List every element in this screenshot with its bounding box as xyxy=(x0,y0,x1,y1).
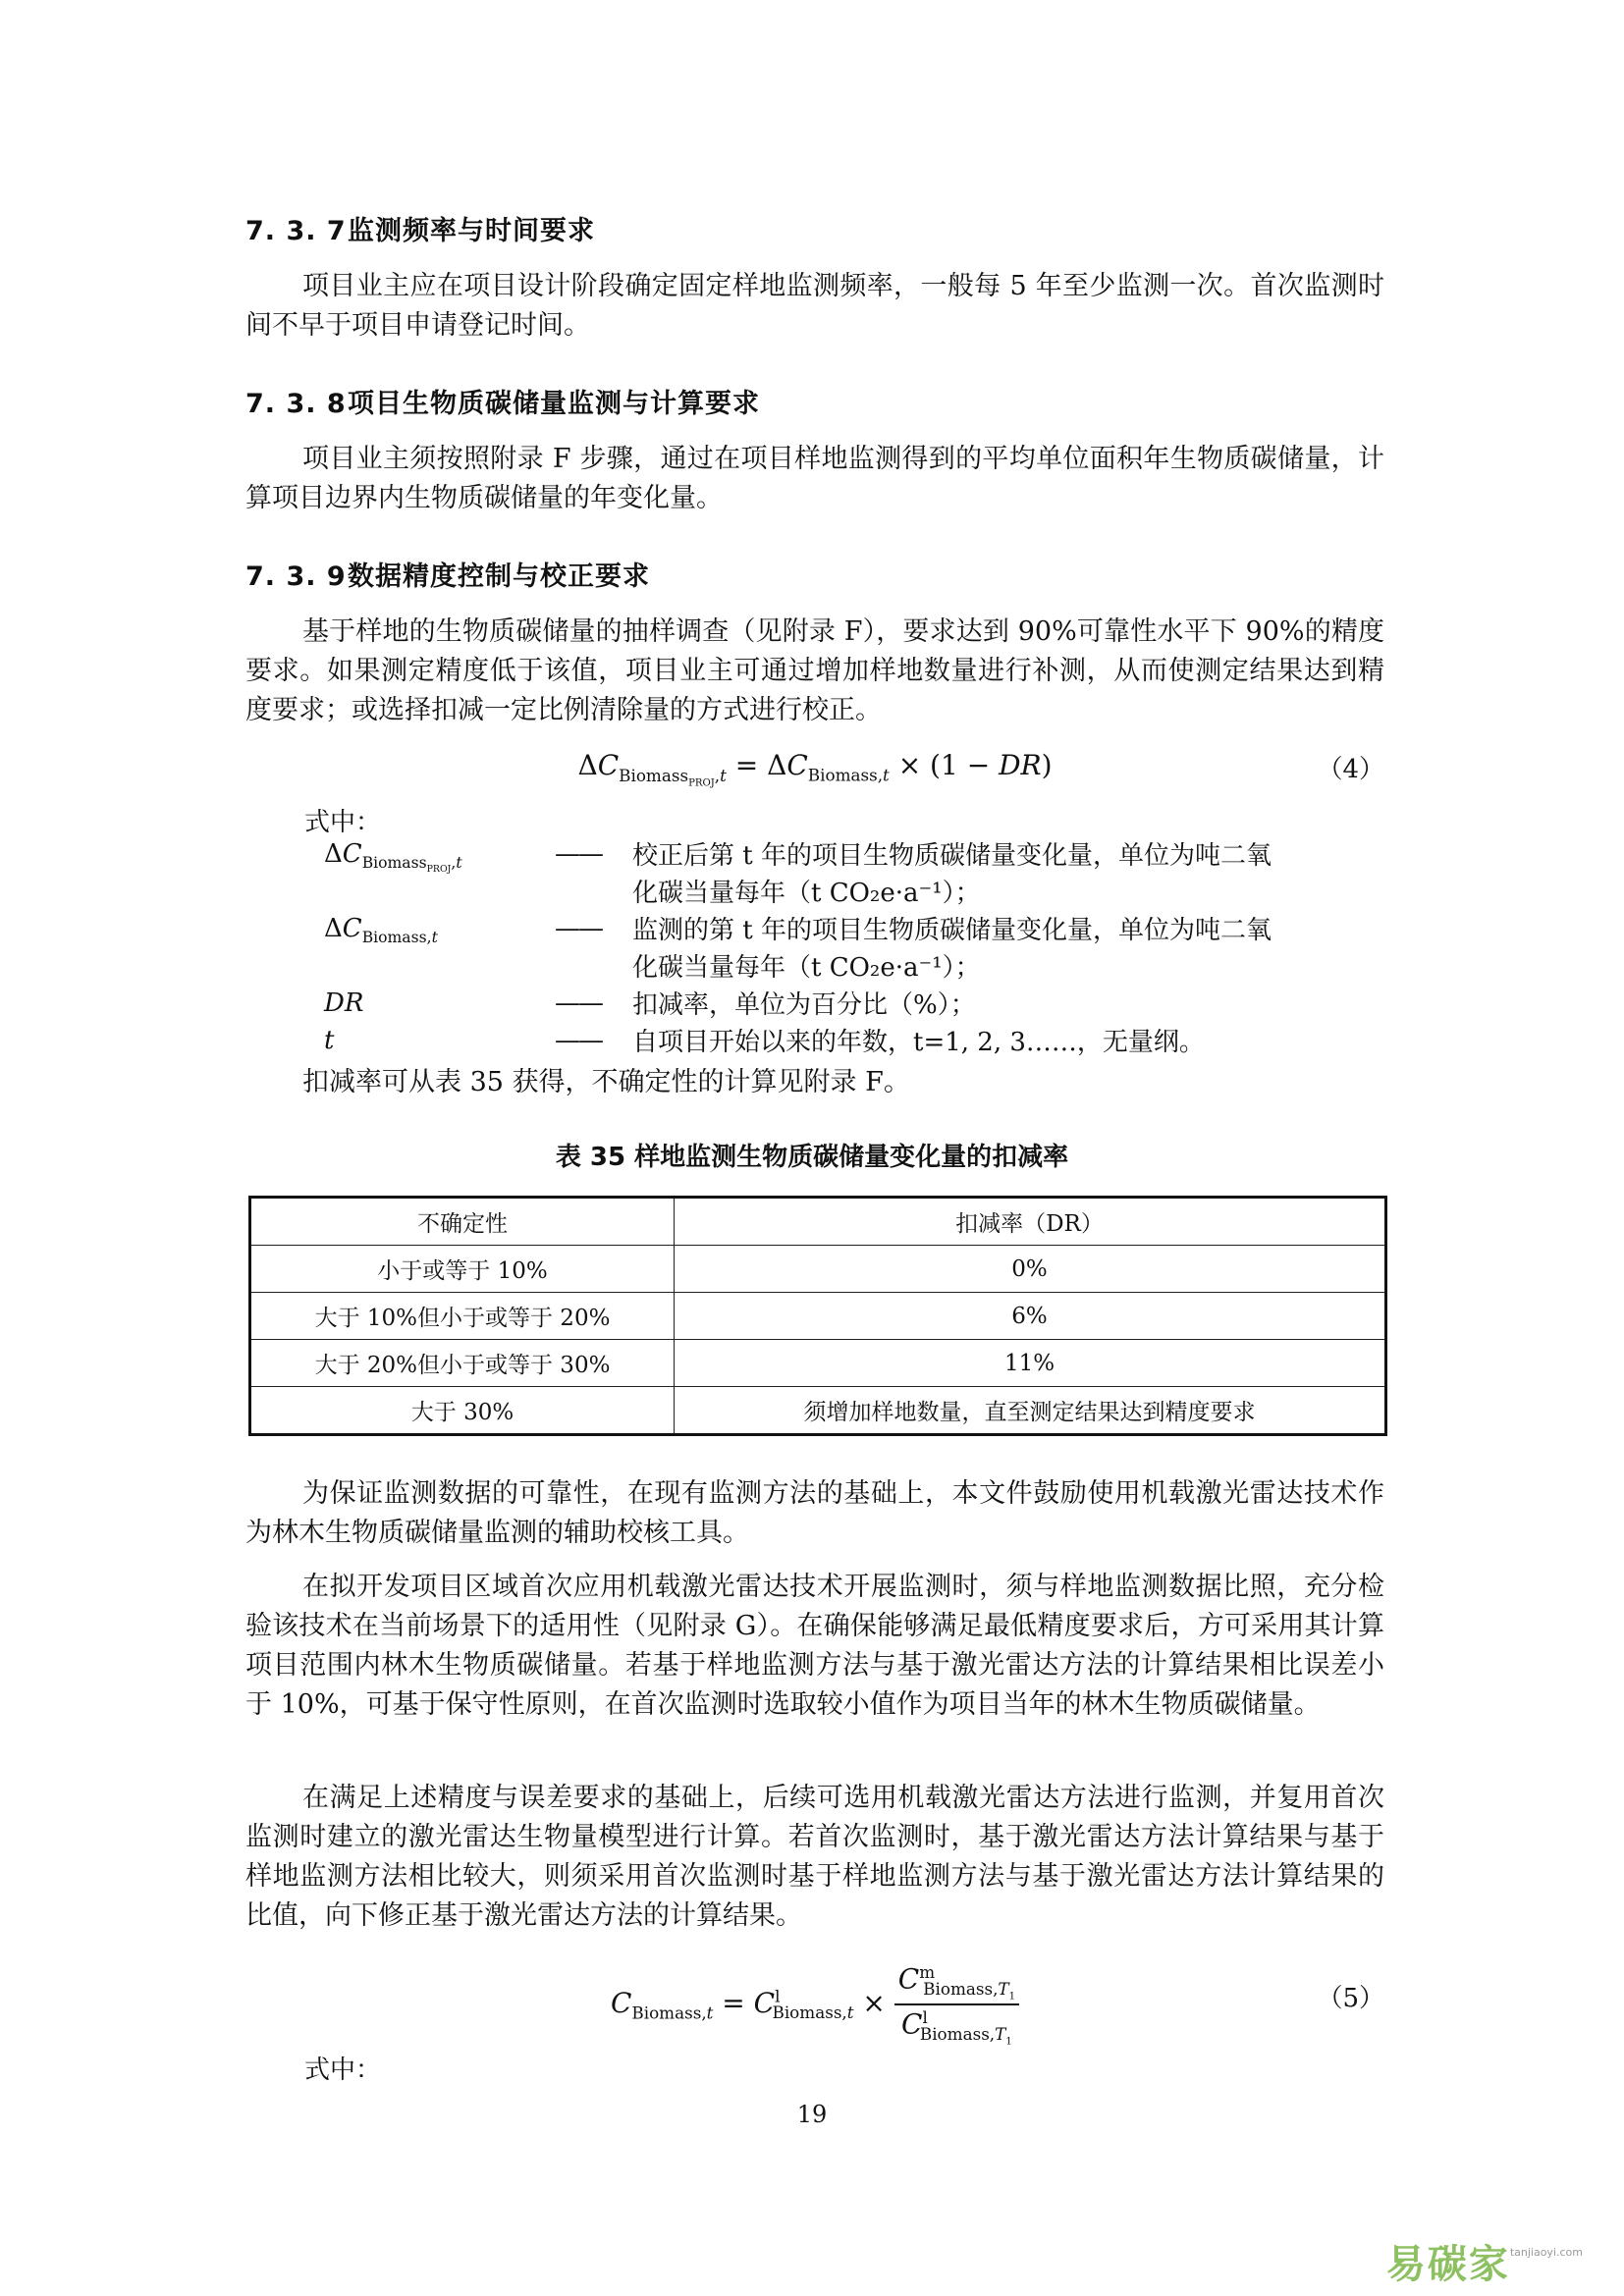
symbol-delta-c-biomass-proj: $\Delta C_{Biomass_{PROJ},t}$ xyxy=(324,839,462,876)
definition-dash: —— xyxy=(555,839,602,869)
table-cell: 须增加样地数量，直至测定结果达到精度要求 xyxy=(675,1387,1386,1435)
where-label: 式中： xyxy=(304,2056,382,2085)
table-cell: 大于 20%但小于或等于 30% xyxy=(250,1340,675,1387)
where-label: 式中： xyxy=(304,808,382,837)
symbol-t: t xyxy=(324,1026,335,1055)
equation-4-number: （4） xyxy=(1317,755,1384,784)
paragraph-7-3-7: 项目业主应在项目设计阶段确定固定样地监测频率，一般每 5 年至少监测一次。首次监测时间不早于项目申请登记时间。 xyxy=(245,271,1384,341)
watermark-url: tanjiaoyi.com xyxy=(1509,2246,1583,2259)
table-cell: 6% xyxy=(675,1293,1386,1340)
table-row xyxy=(250,1293,1386,1340)
paragraph-7-3-9: 基于样地的生物质碳储量的抽样调查（见附录 F），要求达到 90%可靠性水平下 90%的精度要求。如果测定精度低于该值，项目业主可通过增加样地数量进行补测，从而使测定结果达到精度要求；或选择扣减一定比例清除量的方式进行校正。 xyxy=(245,616,1384,725)
watermark-logo xyxy=(1386,2233,1583,2289)
table-header-cell: 不确定性 xyxy=(250,1198,675,1246)
paragraph-7-3-8: 项目业主须按照附录 F 步骤，通过在项目样地监测得到的平均单位面积年生物质碳储量，计算项目边界内生物质碳储量的年变化量。 xyxy=(245,444,1384,513)
paragraph-lidar-2: 在拟开发项目区域首次应用机载激光雷达技术开展监测时，须与样地监测数据比照，充分检验该技术在当前场景下的适用性（见附录 G）。在确保能够满足最低精度要求后，方可采用其计算项目范围内林木生物质碳储量。若基于样地监测方法与基于激光雷达方法的计算结果相比误差小于 10%，可基于保守性原则，在首次监测时选取较小值作为项目当年的林木生物质碳储量。 xyxy=(245,1572,1384,1720)
section-number: 7. 3. 8 xyxy=(245,389,347,419)
equation-5 xyxy=(245,1958,1384,2047)
table-cell: 大于 30% xyxy=(250,1387,675,1435)
section-heading-7-3-8 xyxy=(245,382,760,420)
symbol-dr: DR xyxy=(324,988,364,1018)
equation-5-number: （5） xyxy=(1317,1984,1384,2013)
section-title: 项目生物质碳储量监测与计算要求 xyxy=(348,389,760,419)
section-heading-7-3-7 xyxy=(245,209,595,247)
deduction-rate-table xyxy=(248,1196,1387,1436)
definition-dr: 扣减率，单位为百分比（%）； xyxy=(632,990,976,1020)
paragraph-lidar-3: 在满足上述精度与误差要求的基础上，后续可选用机载激光雷达方法进行监测，并复用首次监测时建立的激光雷达生物量模型进行计算。若首次监测时，基于激光雷达方法计算结果与基于样地监测方法相比较大，则须采用首次监测时基于样地监测方法与基于激光雷达方法计算结果的比值，向下修正基于激光雷达方法的计算结果。 xyxy=(245,1783,1384,1931)
definition-t: 自项目开始以来的年数，t=1, 2, 3……，无量纲。 xyxy=(632,1028,1205,1057)
table-title: 表 35 样地监测生物质碳储量变化量的扣减率 xyxy=(555,1143,1069,1172)
equation-5-formula: $C_{Biomass,t} = C^l_{Biomass,t}$ × $\frac{C^m_{Biomass,T_1}}{C^l_{Biomass,T_1}}$ xyxy=(611,1958,1019,2048)
equation-4 xyxy=(245,749,1384,794)
section-heading-7-3-9 xyxy=(245,555,650,593)
page-number: 19 xyxy=(796,2101,828,2128)
table-cell: 小于或等于 10% xyxy=(250,1246,675,1293)
section-title: 监测频率与时间要求 xyxy=(348,216,595,246)
definition-delta-c-biomass-proj xyxy=(632,837,1388,912)
table-header-row xyxy=(250,1198,1386,1246)
paragraph-after-definitions: 扣减率可从表 35 获得，不确定性的计算见附录 F。 xyxy=(302,1067,910,1097)
equation-5-fraction: $\frac{C^m_{Biomass,T_1}}{C^l_{Biomass,T_1}}$ xyxy=(894,1962,1019,2048)
section-title: 数据精度控制与校正要求 xyxy=(348,561,650,592)
watermark-text: 易碳家 xyxy=(1385,2242,1510,2287)
table-header-cell: 扣减率（DR） xyxy=(675,1198,1386,1246)
table-cell: 大于 10%但小于或等于 20% xyxy=(250,1293,675,1340)
table-cell: 0% xyxy=(675,1246,1386,1293)
definition-line: 监测的第 t 年的项目生物质碳储量变化量，单位为吨二氧 xyxy=(632,916,1272,945)
table-row xyxy=(250,1340,1386,1387)
paragraph-lidar-1: 为保证监测数据的可靠性，在现有监测方法的基础上，本文件鼓励使用机载激光雷达技术作为林木生物质碳储量监测的辅助校核工具。 xyxy=(245,1478,1384,1548)
section-number: 7. 3. 9 xyxy=(245,561,347,592)
table-row xyxy=(250,1246,1386,1293)
section-number: 7. 3. 7 xyxy=(245,216,347,246)
definition-dash: —— xyxy=(555,988,602,1018)
definition-dash: —— xyxy=(555,914,602,943)
symbol-delta-c-biomass: $\Delta C_{Biomass,t}$ xyxy=(324,914,438,947)
definition-line: 校正后第 t 年的项目生物质碳储量变化量，单位为吨二氧 xyxy=(632,841,1272,871)
definition-line: 化碳当量每年（t CO₂e·a⁻¹）； xyxy=(632,953,981,983)
equation-4-formula: $\Delta C_{Biomass_{PROJ},t} = \Delta C_{Biomass,t} \times (1 - DR)$ xyxy=(577,749,1053,788)
definition-line: 化碳当量每年（t CO₂e·a⁻¹）； xyxy=(632,879,981,908)
table-cell: 11% xyxy=(675,1340,1386,1387)
table-row xyxy=(250,1387,1386,1435)
definition-delta-c-biomass xyxy=(632,912,1388,987)
definition-dash: —— xyxy=(555,1026,602,1055)
